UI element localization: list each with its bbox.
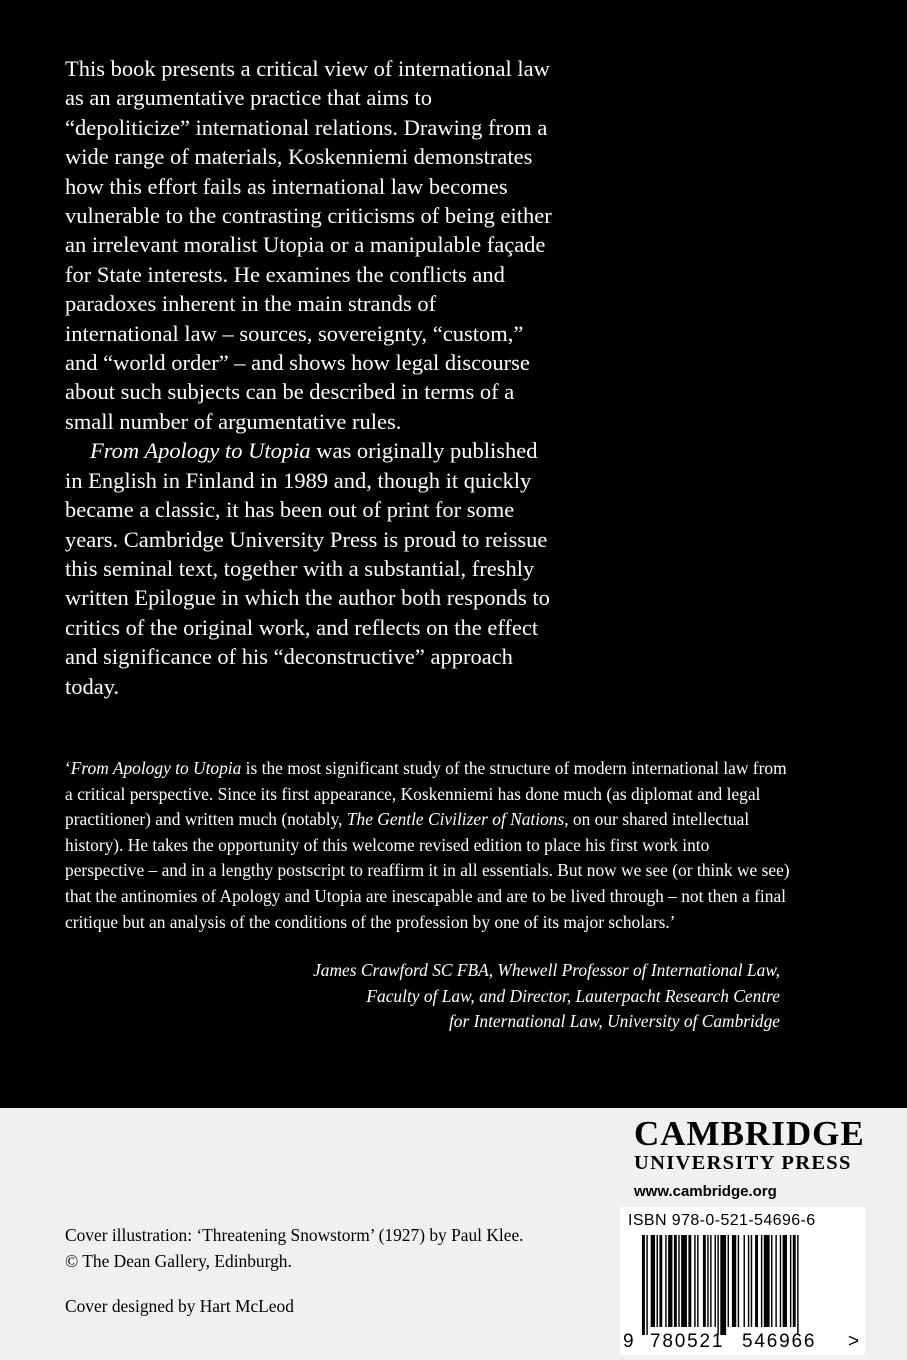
barcode-bar (744, 1235, 745, 1327)
barcode-bar (761, 1235, 762, 1327)
quote-book-title: From Apology to Utopia (70, 758, 242, 778)
barcode-bar (732, 1235, 736, 1327)
attribution-line-2: Faculty of Law, and Director, Lauterpacht Research Centre (366, 985, 780, 1006)
blurb-paragraph-2-text: was originally published in English in Finland in 1989 and, though it quickly became a classic, it has been out of print for some years. Cambridge University Press is proud to reissue this seminal text, together with a substantial, freshly written Epilogue in which the author both responds to critics of the original work, and reflects on the effect and significance of his “deconstructive” approach today. (65, 438, 550, 699)
barcode-bar (771, 1235, 772, 1327)
attribution-line-1: James Crawford SC FBA, Whewell Professor of International Law, (313, 960, 780, 980)
barcode-bar (780, 1235, 781, 1327)
barcode-bar (764, 1235, 770, 1327)
barcode-bar (659, 1235, 662, 1327)
publisher-url: www.cambridge.org (634, 1183, 777, 1200)
barcode-bar (783, 1235, 787, 1327)
barcode-bar (694, 1235, 695, 1327)
publisher-name: CAMBRIDGE (634, 1114, 865, 1153)
quote-cited-book: The Gentle Civilizer of Nations (346, 809, 565, 830)
barcode-bar (720, 1235, 726, 1335)
barcode-bar (642, 1235, 645, 1335)
cover-credits (65, 1222, 524, 1274)
barcode-digit-group-2: 546966 (742, 1331, 817, 1352)
barcode-bar (646, 1235, 647, 1335)
barcode-quiet-zone-mark: > (848, 1331, 860, 1352)
barcode-bar (678, 1235, 679, 1327)
gallery-credit: © The Dean Gallery, Edinburgh. (65, 1251, 292, 1271)
barcode-icon (642, 1235, 842, 1335)
barcode-bar (738, 1235, 739, 1327)
barcode-bar (674, 1235, 677, 1327)
quote-text-part-1: is the most significant study of the structure of modern international law from a critical perspective. Since its first appearance, Koskenniemi has done much (as diplomat and legal practitioner) and written much (notably, (65, 758, 787, 830)
barcode-bar (665, 1235, 666, 1327)
quote-text-part-2: , on our shared intellectual history). He takes the opportunity of this welcome revised edition to place his first work into perspective – and in a lengthy postscript to reaffirm it in all essentials. But now we see (or think we see) that the antinomies of Apology and Utopia are inescapable and are to be lived through – not then a final critique but an analysis of the conditions of the profession by one of its major scholars.’ (65, 809, 790, 932)
barcode-bar (703, 1235, 706, 1327)
barcode-bar (657, 1235, 658, 1327)
endorsement-quote (65, 756, 790, 935)
designer-credit: Cover designed by Hart McLeod (65, 1296, 294, 1316)
barcode-bar (697, 1235, 698, 1327)
barcode-bar (715, 1235, 716, 1327)
barcode-bar (710, 1235, 711, 1327)
attribution-line-3: for International Law, University of Cambridge (448, 1011, 780, 1032)
publisher-subtitle: UNIVERSITY PRESS (634, 1152, 852, 1174)
barcode-bar (748, 1235, 749, 1327)
blurb-paragraph-2 (65, 436, 555, 701)
barcode-bar (751, 1235, 752, 1327)
barcode-bar (688, 1235, 691, 1327)
quote-open-mark: ‘ (65, 758, 71, 778)
barcode-first-digit: 9 (623, 1331, 634, 1352)
barcode-bar (717, 1235, 718, 1335)
endorsement-attribution (313, 958, 780, 1035)
barcode-bar (775, 1235, 776, 1327)
barcode-bar (651, 1235, 655, 1327)
blurb-paragraph-1: This book presents a critical view of international law as an argumentative practice that aims to “depoliticize” international relations. Drawing from a wide range of materials, Koskenniemi demonstrates how this effort fails as international law becomes vulnerable to the contrasting criticisms of being either an irrelevant moralist Utopia or a manipulable façade for State interests. He examines the conflicts and paradoxes inherent in the main strands of international law – sources, sovereignty, “custom,” and “world order” – and shows how legal discourse about such subjects can be described in terms of a small number of argumentative rules. (65, 56, 552, 434)
barcode-bar (681, 1235, 687, 1327)
barcode-digit-group-1: 780521 (650, 1331, 725, 1352)
barcode-bar (728, 1235, 729, 1327)
barcode-bar (790, 1235, 791, 1327)
illustration-credit: Cover illustration: ‘Threatening Snowstorm’ (1927) by Paul Klee. (65, 1225, 524, 1245)
barcode-bar (755, 1235, 758, 1327)
isbn-barcode-block (620, 1207, 865, 1355)
barcode-bar (797, 1235, 798, 1335)
isbn-label: ISBN 978-0-521-54696-6 (628, 1212, 816, 1229)
barcode-bar (668, 1235, 672, 1327)
publisher-logo (634, 1116, 865, 1200)
blurb-book-title: From Apology to Utopia (90, 438, 311, 464)
barcode-bar (793, 1235, 796, 1327)
barcode-digits (620, 1331, 865, 1353)
book-blurb (65, 54, 555, 701)
barcode-bar (707, 1235, 708, 1327)
